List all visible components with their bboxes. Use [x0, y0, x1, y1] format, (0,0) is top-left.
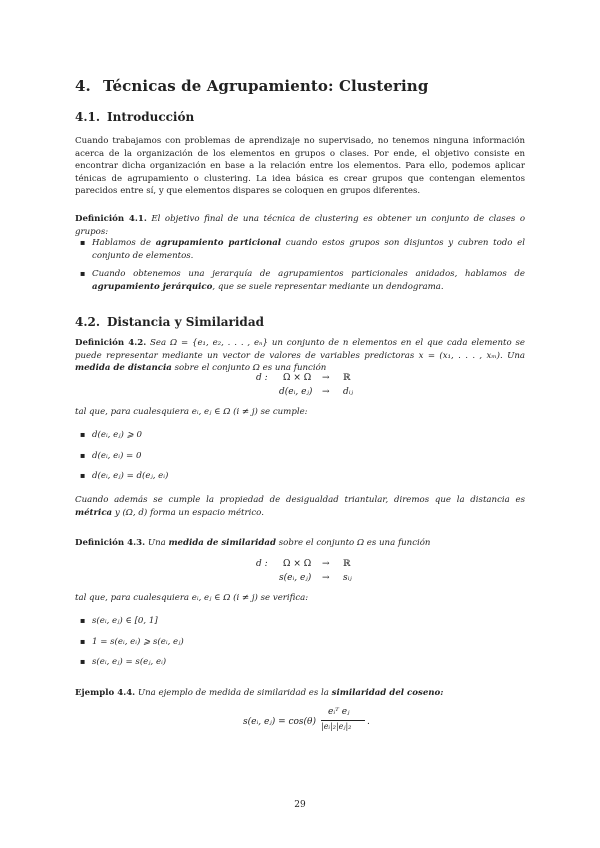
list-item: ▪ s(eᵢ, eⱼ) ∈ [0, 1]: [75, 615, 525, 628]
definition-4-1: [75, 213, 525, 238]
term-similarity-measure: medida de similaridad: [168, 538, 277, 548]
fraction-denominator: |eᵢ|₂|eⱼ|₂: [321, 722, 352, 731]
list-item: ▪ d(eᵢ, eⱼ) = d(eⱼ, eᵢ): [75, 470, 525, 483]
definition-label: Definición 4.1.: [75, 214, 147, 224]
term-partitional: agrupamiento particional: [155, 238, 282, 248]
section-number: 4.: [75, 77, 91, 95]
term-hierarchical: agrupamiento jerárquico: [92, 281, 213, 292]
section-heading: [75, 77, 525, 95]
subsection-number: 4.1.: [75, 110, 101, 124]
metric-remark: Cuando además se cumple la propiedad de desigualdad triantular, diremos que la distancia es métrica y (Ω, d) forma un espacio métrico.: [75, 495, 525, 518]
page-number: 29: [294, 800, 306, 810]
term-distance-measure: medida de distancia: [75, 363, 172, 373]
list-item: ▪ Cuando obtenemos una jerarquía de agrupamientos particionales anidados, hablamos de agrupamiento jerárquico, que se suele representar mediante un dendograma.: [75, 268, 525, 293]
term-cosine-similarity: similaridad del coseno:: [331, 688, 444, 698]
list-item: ▪ d(eᵢ, eᵢ) = 0: [75, 450, 525, 463]
example-4-4: Ejemplo 4.4. Una ejemplo de medida de similaridad es la similaridad del coseno:: [75, 688, 444, 698]
subsection-heading-intro: [75, 110, 525, 124]
example-label: Ejemplo 4.4.: [75, 688, 136, 698]
clustering-types-list: [75, 237, 525, 293]
list-item: ▪ d(eᵢ, eⱼ) ⩾ 0: [75, 429, 525, 442]
fraction-bar: [321, 720, 365, 721]
list-item: ▪ Hablamos de agrupamiento particional cuando estos grupos son disjuntos y cubren todo el conjunto de elementos.: [75, 237, 525, 262]
distance-properties: [75, 429, 525, 483]
definition-text: El objetivo final de una técnica de clustering es obtener un conjunto de clases o grupos:: [75, 214, 525, 237]
similarity-function-map: d : Ω × Ω → ℝ s(eᵢ, eⱼ) → sᵢⱼ: [256, 559, 352, 583]
list-item: ▪ s(eᵢ, eⱼ) = s(eⱼ, eᵢ): [75, 656, 525, 669]
subsection-heading-distance: [75, 315, 525, 329]
subsection-title: Distancia y Similaridad: [107, 315, 264, 329]
subsection-number: 4.2.: [75, 315, 101, 329]
section-title: Técnicas de Agrupamiento: Clustering: [103, 77, 429, 95]
list-item: ▪ 1 = s(eᵢ, eᵢ) ⩾ s(eᵢ, eⱼ): [75, 636, 525, 649]
fraction-numerator: eᵢᵀ eⱼ: [328, 707, 350, 717]
definition-label: Definición 4.2.: [75, 338, 147, 348]
intro-paragraph: Cuando trabajamos con problemas de aprendizaje no supervisado, no tenemos ninguna información acerca de la organización de los elementos en grupos o clases. Por ende, el objetivo consiste en encontrar dicha organización en base a la relación entre los elementos. Para ello, podemos aplicar ténicas de agrupamiento o clustering. La idea básica es crear grupos que contengan elementos parecidos entre sí, y que elementos dispares se coloquen en grupos diferentes.: [75, 136, 525, 196]
definition-label: Definición 4.3.: [75, 538, 146, 548]
distance-condition: tal que, para cualesquiera eᵢ, eⱼ ∈ Ω (i ≠ j) se cumple:: [75, 407, 308, 417]
distance-function-map: d : Ω × Ω → ℝ d(eᵢ, eⱼ) → dᵢⱼ: [256, 373, 353, 397]
cosine-similarity-formula: s(eᵢ, eⱼ) = cos(θ) eᵢᵀ eⱼ |eᵢ|₂|eⱼ|₂ .: [243, 707, 370, 731]
term-metric: métrica: [75, 507, 113, 518]
similarity-properties: [75, 615, 525, 669]
similarity-condition: tal que, para cualesquiera eᵢ, eⱼ ∈ Ω (i ≠ j) se verifica:: [75, 593, 309, 603]
definition-4-2: Definición 4.2. Sea Ω = {e₁, e₂, . . . , eₙ} un conjunto de n elementos en el que cada elemento se puede representar mediante un vector de valores de variables predictoras x = (x₁, . . . , xₘ). Una medida de distancia sobre el conjunto Ω es una función: [75, 338, 525, 373]
subsection-title: Introducción: [107, 110, 195, 124]
definition-4-3: Definición 4.3. Una medida de similaridad sobre el conjunto Ω es una función: [75, 538, 431, 548]
